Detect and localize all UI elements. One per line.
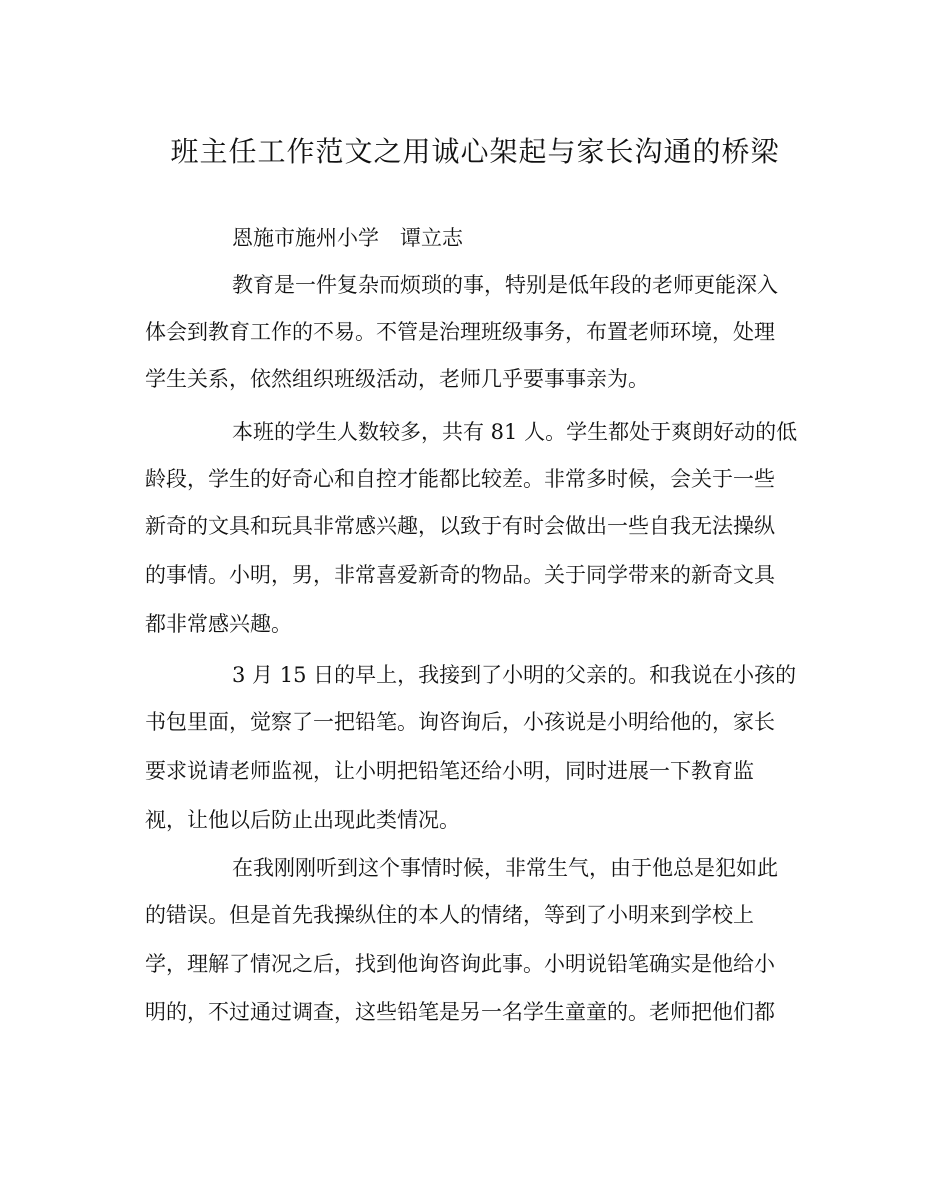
- text-line: 体会到教育工作的不易。不管是治理班级事务，布置老师环境，处理: [145, 320, 775, 344]
- text-line: 的错误。但是首先我操纵住的本人的情绪，等到了小明来到学校上: [145, 903, 754, 927]
- text-line: 视，让他以后防止出现此类情况。: [145, 808, 460, 832]
- document-title: 班主任工作范文之用诚心架起与家长沟通的桥梁: [170, 135, 780, 168]
- text-line: 本班的学生人数较多，共有 81 人。学生都处于爽朗好动的低: [232, 420, 798, 444]
- text-line: 书包里面，觉察了一把铅笔。询咨询后，小孩说是小明给他的，家长: [145, 710, 775, 734]
- text-line: 在我刚刚听到这个事情时候，非常生气，由于他总是犯如此: [232, 856, 778, 880]
- text-line: 龄段，学生的好奇心和自控才能都比较差。非常多时候，会关于一些: [145, 467, 775, 491]
- text-line: 学生关系，依然组织班级活动，老师几乎要事事亲为。: [145, 367, 649, 391]
- text-line: 3 月 15 日的早上，我接到了小明的父亲的。和我说在小孩的: [232, 663, 797, 687]
- text-line: 教育是一件复杂而烦琐的事，特别是低年段的老师更能深入: [232, 273, 778, 297]
- text-line: 学，理解了情况之后，找到他询咨询此事。小明说铅笔确实是他给小: [145, 952, 775, 976]
- text-line: 要求说请老师监视，让小明把铅笔还给小明，同时进展一下教育监: [145, 759, 754, 783]
- author-line: 恩施市施州小学 谭立志: [232, 226, 463, 250]
- text-line: 都非常感兴趣。: [145, 612, 292, 636]
- text-line: 的事情。小明，男，非常喜爱新奇的物品。关于同学带来的新奇文具: [145, 563, 775, 587]
- text-line: 新奇的文具和玩具非常感兴趣，以致于有时会做出一些自我无法操纵: [145, 514, 775, 538]
- text-line: 明的，不过通过调查，这些铅笔是另一名学生童童的。老师把他们都: [145, 1000, 775, 1024]
